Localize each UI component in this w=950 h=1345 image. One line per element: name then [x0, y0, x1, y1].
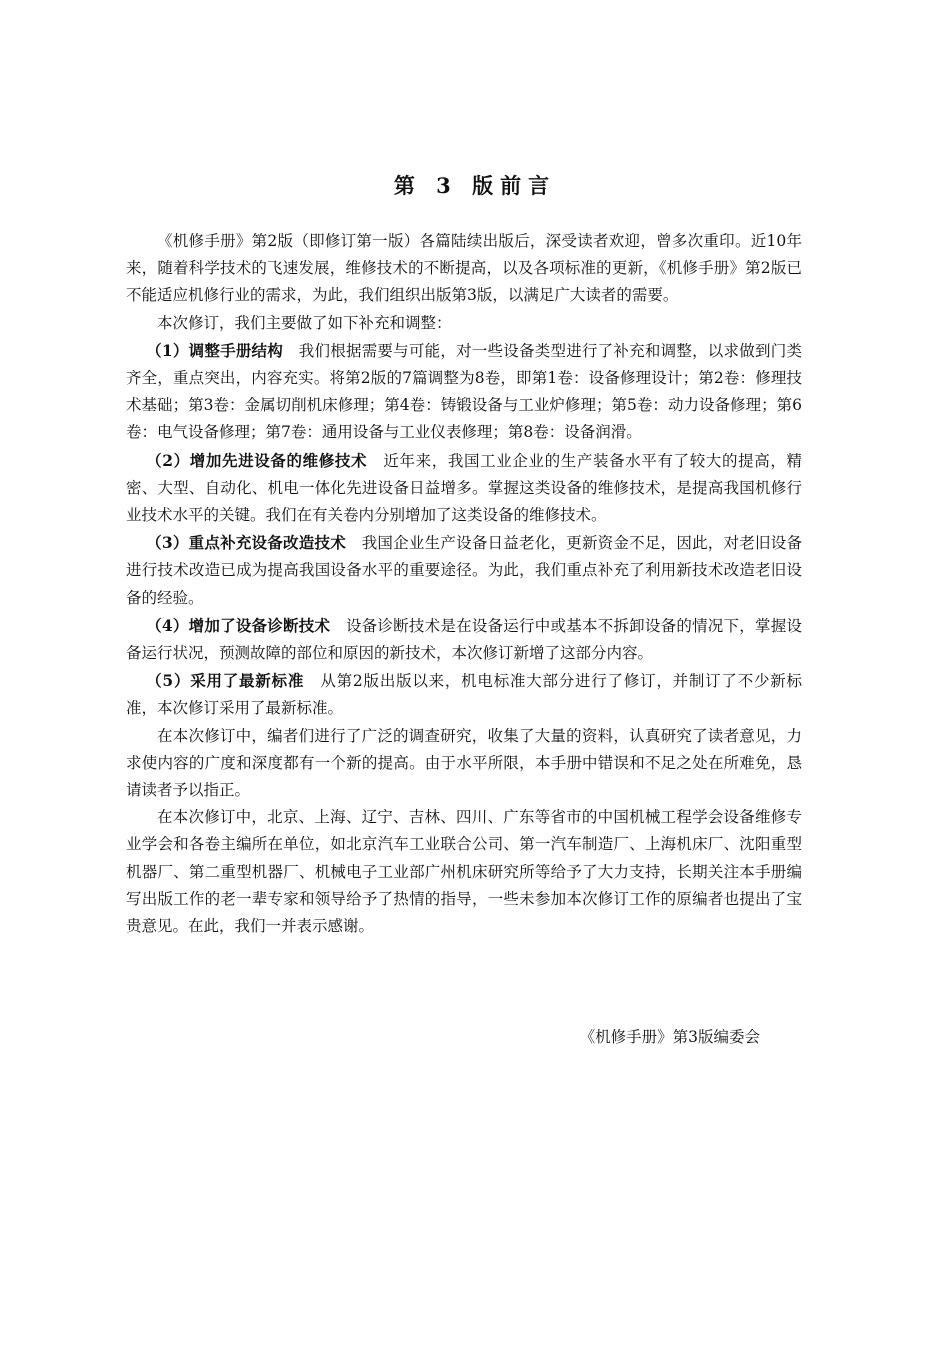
list-item — [126, 612, 802, 667]
item-heading: （5）采用了最新标准 — [146, 671, 305, 691]
list-item — [126, 667, 802, 722]
signature: 《机修手册》第3版编委会 — [579, 1028, 760, 1046]
item-text: 我们根据需要与可能，对一些设备类型进行了补充和调整，以求做到门类齐全，重点突出，内容充实。将第2版的7篇调整为8卷，即第1卷：设备修理设计；第2卷：修理技术基础；第3卷：金属切削机床修理；第4卷：铸锻设备与工业炉修理；第5卷：动力设备修理；第6卷：电气设备修理；第7卷：通用设备与工业仪表修理；第8卷：设备润滑。 — [126, 341, 802, 442]
paragraph-thanks: 在本次修订中，北京、上海、辽宁、吉林、四川、广东等省市的中国机械工程学会设备维修专业学会和各卷主编所在单位，如北京汽车工业联合公司、第一汽车制造厂、上海机床厂、沈阳重型机器厂、第二重型机器厂、机械电子工业部广州机床研究所等给予了大力支持，长期关注本手册编写出版工作的老一辈专家和领导给予了热情的指导，一些未参加本次修订工作的原编者也提出了宝贵意见。在此，我们一并表示感谢。 — [126, 808, 802, 936]
list-item — [126, 337, 802, 447]
item-heading: （2）增加先进设备的维修技术 — [146, 450, 368, 470]
paragraph-closing: 在本次修订中，编者们进行了广泛的调查研究，收集了大量的资料，认真研究了读者意见，力求使内容的广度和深度都有一个新的提高。由于水平所限，本手册中错误和不足之处在所难免，恳请读者予以指正。 — [126, 726, 802, 800]
item-text: 从第2版出版以来，机电标准大部分进行了修订，并制订了不少新标准，本次修订采用了最新标准。 — [126, 672, 802, 718]
item-text: 我国企业生产设备日益老化，更新资金不足，因此，对老旧设备进行技术改造已成为提高我国设备水平的重要途径。为此，我们重点补充了利用新技术改造老旧设备的经验。 — [126, 534, 802, 607]
list-item — [126, 447, 802, 530]
item-text: 近年来，我国工业企业的生产装备水平有了较大的提高，精密、大型、自动化、机电一体化先进设备日益增多。掌握这类设备的维修技术，是提高我国机修行业技术水平的关键。我们在有关卷内分别增加了这类设备的维修技术。 — [126, 451, 802, 525]
list-item — [126, 529, 802, 612]
item-heading: （1）调整手册结构 — [146, 340, 284, 360]
page-title: 第 3 版前言 — [393, 173, 557, 198]
item-text: 设备诊断技术是在设备运行中或基本不拆卸设备的情况下，掌握设备运行状况，预测故障的部位和原因的新技术，本次修订新增了这部分内容。 — [126, 616, 802, 663]
paragraph-intro: 《机修手册》第2版（即修订第一版）各篇陆续出版后，深受读者欢迎，曾多次重印。近10年来，随着科学技术的飞速发展，维修技术的不断提高，以及各项标准的更新，《机修手册》第2版已不能适应机修行业的需求，为此，我们组织出版第3版，以满足广大读者的需要。 — [126, 232, 802, 305]
preface-body — [126, 228, 802, 940]
item-heading: （4）增加了设备诊断技术 — [146, 615, 331, 635]
paragraph-summary: 本次修订，我们主要做了如下补充和调整： — [157, 313, 452, 332]
item-heading: （3）重点补充设备改造技术 — [146, 533, 346, 553]
